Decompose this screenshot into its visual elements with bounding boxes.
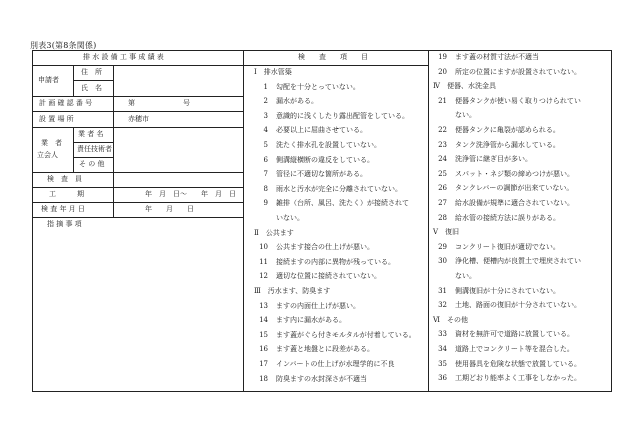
item-number: 13 (259, 301, 268, 310)
inspection-item (433, 170, 574, 179)
cell-divider (113, 65, 114, 96)
item-number: 12 (259, 272, 268, 281)
item-text: 適切な位置に接続されていない。 (276, 272, 381, 281)
address-label: 住 所 (81, 68, 102, 76)
item-number: 8 (263, 184, 268, 193)
plan-no-prefix: 第 (128, 99, 135, 107)
item-number: 7 (263, 170, 268, 179)
item-number: 22 (438, 126, 447, 134)
inspection-item (433, 199, 574, 208)
item-text: 浄化槽、便槽内が良質土で埋戻されてい (455, 257, 581, 266)
cell-divider (73, 65, 74, 96)
item-text: コンクリート復旧が適切でない。 (455, 242, 560, 251)
item-text: 管径に不適切な箇所がある。 (276, 170, 367, 179)
section-heading: Ⅰ 排水管築 (254, 68, 292, 76)
inspection-item (433, 184, 573, 193)
period-label: 工 期 (49, 190, 84, 198)
item-text: 意識的に浅くしたり露出配管をしている。 (276, 111, 409, 120)
section-heading: Ⅵ その他 (433, 315, 469, 324)
item-number: 3 (263, 111, 268, 120)
cell-divider (113, 96, 114, 127)
item-number: 23 (438, 140, 447, 149)
item-text: 便器タンクに亀裂が認められる。 (455, 126, 560, 134)
section-heading: Ⅱ 公共ます (254, 228, 294, 237)
location-value: 赤穂市 (128, 115, 149, 123)
cell-divider (73, 127, 74, 172)
inspection-item (254, 97, 318, 106)
item-text: タンクレバーの調節が出来ていない。 (455, 184, 574, 193)
inspection-item (254, 375, 367, 384)
inspection-items-header: 検 査 項 目 (298, 53, 368, 61)
item-number: 6 (263, 155, 268, 164)
inspect-date-label: 検 査 年 月 日 (41, 205, 85, 213)
inspection-item (433, 301, 581, 310)
row-divider (73, 142, 113, 143)
item-number: 1 (263, 82, 268, 91)
item-text: ます蓋の材質寸法が不適当 (455, 53, 539, 61)
item-text: 工期どおり能率よく工事をしなかった。 (455, 374, 581, 383)
item-text: 給水管の接続方法に誤りがある。 (455, 213, 560, 222)
item-text: 所定の位置にますが設置されていない。 (455, 67, 581, 76)
item-text: 雨水と汚水が完全に分離されていない。 (276, 184, 402, 193)
inspection-item (254, 185, 402, 194)
inspect-date-value: 年 月 日 (145, 205, 194, 213)
row-divider (33, 172, 243, 173)
inspection-item (433, 330, 574, 339)
inspection-item (433, 360, 581, 369)
inspection-item (433, 287, 560, 296)
item-text: タンク洗浄管から漏水している。 (455, 140, 560, 149)
inspection-item (433, 53, 539, 62)
inspection-form-table (32, 50, 612, 392)
inspection-item (254, 126, 367, 135)
inspection-item (254, 156, 374, 165)
item-number: 34 (438, 345, 447, 353)
name-label: 氏 名 (81, 84, 102, 92)
item-text: 必要以上に屈曲させている。 (276, 126, 367, 135)
inspection-item (433, 345, 574, 354)
item-number: 4 (263, 126, 268, 135)
item-text: 側溝復旧が十分にされていない。 (455, 286, 560, 295)
inspection-item (254, 360, 395, 369)
item-number: 27 (438, 199, 447, 207)
section-heading: Ⅴ 復旧 (433, 228, 460, 237)
inspection-item-continuation: ない。 (455, 111, 476, 120)
row-divider (33, 65, 243, 66)
chief-engineer-label: 責任技術者 (77, 145, 112, 153)
points-label: 指 摘 事 項 (47, 220, 82, 228)
inspector-label: 検 査 員 (47, 175, 82, 183)
row-divider (33, 187, 243, 188)
inspection-item (433, 243, 560, 252)
item-text: 雑排（台所、風呂、洗たく）が接続されて (276, 199, 409, 208)
row-divider (33, 217, 243, 218)
row-divider (73, 157, 113, 158)
inspection-item (433, 97, 581, 106)
inspection-item (254, 141, 381, 150)
inspection-item (433, 141, 560, 150)
inspection-item (254, 243, 374, 252)
item-number: 20 (438, 67, 447, 76)
item-number: 14 (259, 316, 268, 325)
item-number: 10 (259, 243, 268, 252)
section-heading: Ⅳ 便器、水洗金具 (433, 82, 496, 91)
item-number: 33 (438, 330, 447, 339)
column-divider (428, 51, 429, 391)
applicant-label: 申請者 (38, 76, 59, 84)
item-number: 16 (259, 345, 268, 354)
item-text: インバートの仕上げが水理学的に不良 (276, 360, 395, 368)
item-text: 土地、路面の復旧が十分されていない。 (455, 301, 581, 310)
row-divider (33, 111, 243, 112)
item-number: 19 (438, 53, 447, 61)
inspection-item (433, 257, 581, 266)
plan-no-suffix: 号 (183, 99, 190, 107)
item-text: 公共ます接合の仕上げが悪い。 (276, 243, 374, 252)
inspection-item-continuation: ない。 (455, 272, 476, 280)
item-text: 使用器具を危険な状態で放置している。 (455, 359, 581, 368)
inspection-item (254, 316, 346, 325)
business-name-label: 業 者 名 (78, 130, 104, 138)
section-heading: Ⅲ 汚水ます、防臭ます (254, 287, 331, 295)
inspection-item (254, 272, 381, 281)
plan-no-label: 計 画 確 認 番 号 (39, 99, 93, 107)
inspection-item (433, 155, 532, 164)
item-text: 道路上でコンクリート等を混合した。 (455, 345, 574, 353)
item-number: 32 (438, 301, 447, 310)
contractor-label: 業 者 (41, 139, 62, 147)
table-header: 排 水 設 備 工 事 成 績 表 (83, 53, 164, 61)
item-number: 17 (259, 360, 268, 368)
row-divider (33, 127, 243, 128)
inspection-item (254, 83, 360, 92)
item-text: ます蓋がぐら付きモルタルが付着している。 (276, 330, 416, 339)
item-text: 資材を無許可で道路に放置している。 (455, 330, 574, 339)
item-text: 洗浄管に継ぎ目が多い。 (455, 155, 532, 164)
item-text: スパット・ネジ類の締めつけが悪い。 (455, 169, 574, 178)
item-text: 勾配を十分とっていない。 (276, 82, 360, 91)
contractor-label-2: 立会人 (37, 151, 58, 159)
inspection-item (433, 68, 581, 77)
item-number: 28 (438, 213, 447, 222)
inspection-item (254, 258, 395, 267)
item-text: 給水設備が規準に適合されていない。 (455, 199, 574, 207)
item-text: ます内に漏水がある。 (276, 316, 346, 325)
inspection-item (254, 199, 409, 208)
row-divider (243, 65, 428, 66)
item-number: 11 (259, 257, 268, 266)
item-number: 24 (438, 155, 447, 164)
inspection-item (254, 112, 409, 121)
column-divider (243, 51, 244, 391)
item-number: 36 (438, 374, 447, 383)
inspection-item (254, 170, 367, 179)
inspection-item-continuation: いない。 (276, 214, 304, 222)
item-number: 21 (438, 96, 447, 105)
item-text: 便器タンクが使い易く取りつけられてい (455, 96, 581, 105)
item-text: 漏水がある。 (276, 97, 318, 106)
item-number: 5 (263, 141, 268, 149)
row-divider (73, 80, 113, 81)
item-number: 18 (259, 374, 268, 383)
item-text: 洗たく排水孔を設置していない。 (276, 141, 381, 149)
row-divider (33, 96, 243, 97)
inspection-item (254, 345, 374, 354)
item-number: 25 (438, 169, 447, 178)
inspection-item (433, 214, 560, 223)
item-number: 2 (263, 97, 268, 106)
item-text: 防臭ますの水封深さが不適当 (276, 374, 367, 383)
item-text: 側溝縦横断の違反をしている。 (276, 155, 374, 164)
document-caption: 別表3(第8条関係) (30, 41, 97, 50)
item-number: 9 (263, 199, 268, 208)
item-number: 30 (438, 257, 447, 266)
location-label: 設 置 場 所 (39, 115, 74, 123)
other-label: そ の 他 (79, 160, 105, 168)
inspection-item (254, 331, 416, 340)
item-text: ますの内面仕上げが悪い。 (276, 301, 360, 310)
item-number: 15 (259, 330, 268, 339)
item-number: 29 (438, 242, 447, 251)
item-text: 接続ますの内部に異物が残っている。 (276, 257, 395, 266)
item-number: 35 (438, 359, 447, 368)
inspection-item (433, 374, 581, 383)
inspection-item (433, 126, 560, 135)
item-number: 31 (438, 286, 447, 295)
cell-divider (113, 127, 114, 217)
period-value: 年 月 日〜 年 月 日 (145, 190, 236, 198)
row-divider (33, 202, 243, 203)
item-text: ます蓋と地盤とに段差がある。 (276, 345, 374, 354)
inspection-item (254, 302, 360, 311)
item-number: 26 (438, 184, 447, 193)
